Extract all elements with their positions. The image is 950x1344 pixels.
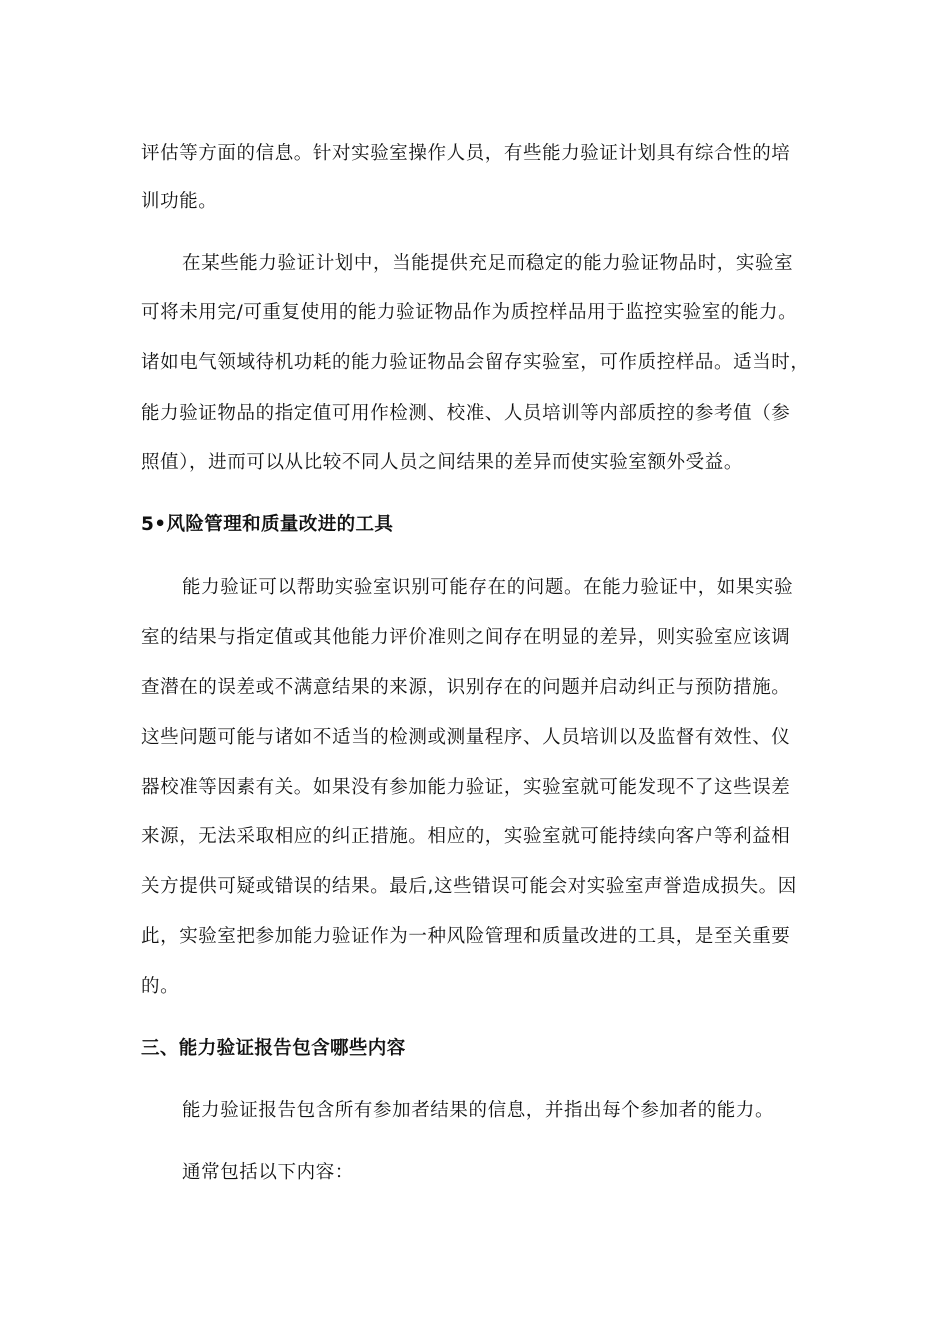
section-heading-5: 5•风险管理和质量改进的工具 [141, 514, 394, 535]
paragraph-line: 室的结果与指定值或其他能力评价准则之间存在明显的差异，则实验室应该调 [141, 627, 791, 648]
paragraph-line: 器校准等因素有关。如果没有参加能力验证，实验室就可能发现不了这些误差 [141, 777, 791, 798]
paragraph-line: 通常包括以下内容： [182, 1162, 354, 1183]
paragraph-line: 诸如电气领域待机功耗的能力验证物品会留存实验室，可作质控样品。适当时， [141, 352, 810, 373]
paragraph-line: 能力验证物品的指定值可用作检测、校准、人员培训等内部质控的参考值（参 [141, 403, 791, 424]
paragraph-line: 可将未用完/可重复使用的能力验证物品作为质控样品用于监控实验室的能力。 [141, 302, 798, 323]
paragraph-line: 的。 [141, 976, 180, 997]
paragraph-line: 查潜在的误差或不满意结果的来源，识别存在的问题并启动纠正与预防措施。 [141, 677, 791, 698]
paragraph-line: 训功能。 [141, 191, 218, 212]
paragraph-line: 此，实验室把参加能力验证作为一种风险管理和质量改进的工具，是至关重要 [141, 926, 791, 947]
paragraph-line: 评估等方面的信息。针对实验室操作人员，有些能力验证计划具有综合性的培 [141, 143, 791, 164]
paragraph-line: 照值），进而可以从比较不同人员之间结果的差异而使实验室额外受益。 [141, 452, 743, 473]
paragraph-line: 能力验证可以帮助实验室识别可能存在的问题。在能力验证中，如果实验 [182, 577, 794, 598]
section-heading-3: 三、能力验证报告包含哪些内容 [141, 1038, 406, 1059]
paragraph-line: 关方提供可疑或错误的结果。最后,这些错误可能会对实验室声誉造成损失。因 [141, 876, 797, 897]
paragraph-line: 在某些能力验证计划中，当能提供充足而稳定的能力验证物品时，实验室 [182, 253, 794, 274]
paragraph-line: 来源，无法采取相应的纠正措施。相应的，实验室就可能持续向客户等利益相 [141, 826, 791, 847]
paragraph-line: 能力验证报告包含所有参加者结果的信息，并指出每个参加者的能力。 [182, 1100, 775, 1121]
paragraph-line: 这些问题可能与诸如不适当的检测或测量程序、人员培训以及监督有效性、仪 [141, 727, 791, 748]
